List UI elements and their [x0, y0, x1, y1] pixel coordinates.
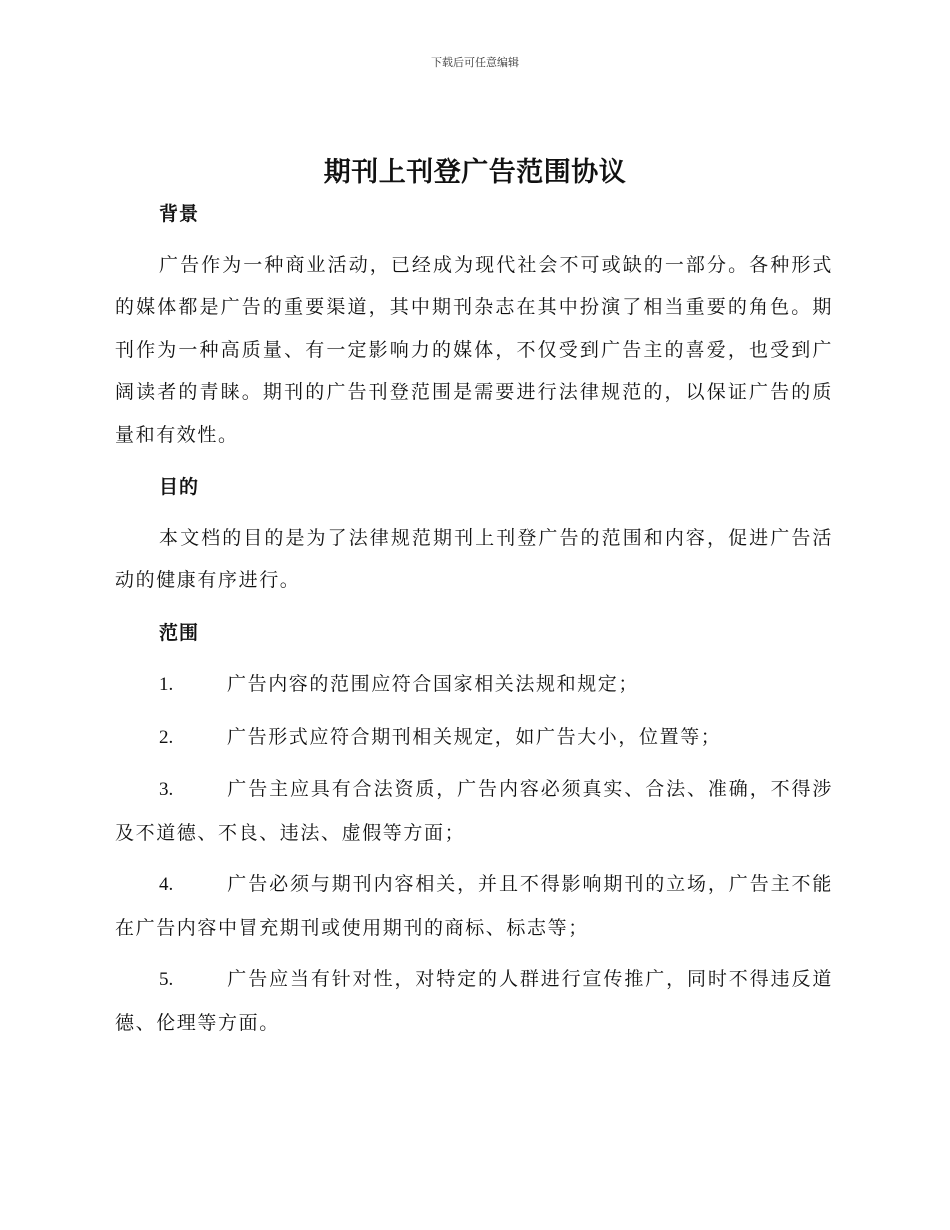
header-note: 下载后可任意编辑: [431, 56, 519, 69]
scope-item-text: 广告内容的范围应符合国家相关法规和规定；: [227, 673, 640, 695]
scope-item-number: 5.: [159, 969, 174, 990]
scope-item: [115, 958, 833, 1044]
scope-item-number: 3.: [159, 779, 174, 800]
scope-item-text: 广告应当有针对性，对特定的人群进行宣传推广，同时不得违反道德、伦理等方面。: [115, 968, 833, 1034]
scope-item: [115, 716, 833, 760]
scope-item-text: 广告形式应符合期刊相关规定，如广告大小，位置等；: [227, 725, 722, 748]
document-body: [115, 193, 833, 1053]
section-heading-scope: 范围: [159, 621, 200, 644]
scope-item: [115, 663, 833, 707]
scope-item-text: 广告必须与期刊内容相关，并且不得影响期刊的立场，广告主不能在广告内容中冒充期刊或使用期刊的商标、标志等；: [115, 873, 833, 939]
section-heading-purpose: 目的: [159, 476, 200, 498]
scope-item: [115, 768, 833, 854]
scope-item-number: 2.: [159, 726, 174, 748]
section-heading-background: 背景: [159, 203, 200, 225]
scope-item: [115, 863, 833, 949]
background-paragraph: 广告作为一种商业活动，已经成为现代社会不可或缺的一部分。各种形式的媒体都是广告的重要渠道，其中期刊杂志在其中扮演了相当重要的角色。期刊作为一种高质量、有一定影响力的媒体，不仅受到广告主的喜爱，也受到广阔读者的青睐。期刊的广告刊登范围是需要进行法律规范的，以保证广告的质量和有效性。: [115, 253, 833, 446]
scope-item-number: 1.: [159, 674, 174, 695]
document-title: 期刊上刊登广告范围协议: [323, 157, 627, 188]
scope-item-text: 广告主应具有合法资质，广告内容必须真实、合法、准确，不得涉及不道德、不良、违法、虚假等方面；: [115, 778, 833, 844]
scope-item-number: 4.: [159, 874, 174, 895]
purpose-paragraph: 本文档的目的是为了法律规范期刊上刊登广告的范围和内容，促进广告活动的健康有序进行。: [115, 526, 833, 591]
